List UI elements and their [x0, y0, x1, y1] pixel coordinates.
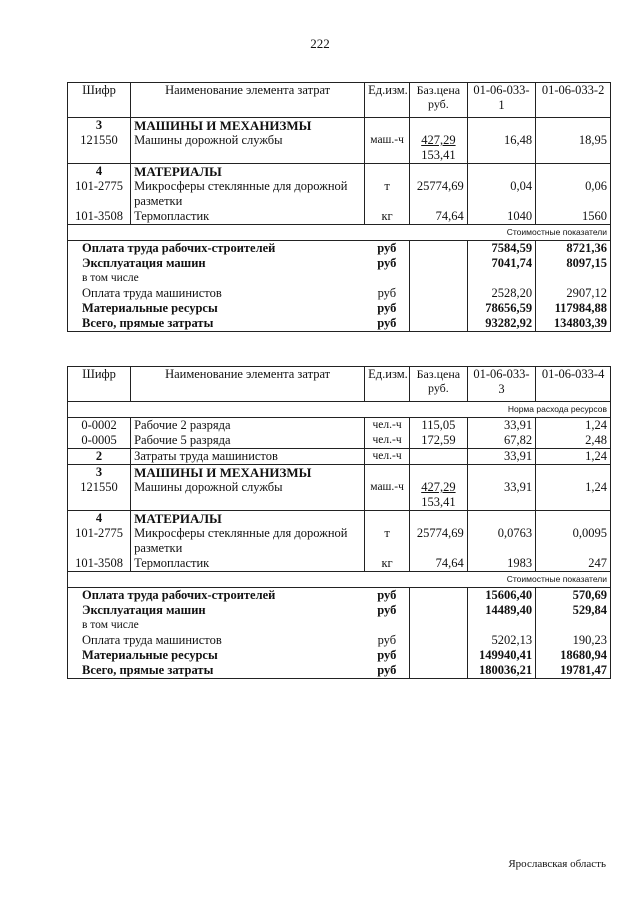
table-row: [68, 418, 611, 434]
section-number: 3: [68, 118, 131, 134]
row-unit: чел.-ч: [365, 418, 410, 434]
row-value-1: 67,82: [467, 433, 535, 449]
row-code: 101-2775: [68, 179, 131, 209]
price-numerator: 427,29: [421, 480, 456, 494]
row-value-2: 0,0095: [536, 526, 611, 556]
summary-value-2: 8097,15: [536, 256, 611, 271]
row-code: 101-2775: [68, 526, 131, 556]
summary-row: [68, 256, 611, 271]
row-price: 115,05: [410, 418, 468, 434]
header-col6: 01-06-033-2: [536, 83, 611, 118]
table-row: [68, 480, 611, 511]
summary-unit: руб: [365, 663, 410, 679]
row-code: 2: [68, 449, 131, 465]
row-name: Микросферы стеклянные для дорожной разметки: [131, 526, 365, 556]
summary-row: [68, 648, 611, 663]
summary-label: Оплата труда рабочих-строителей: [68, 241, 365, 257]
row-value-2: 1560: [536, 209, 611, 225]
header-name: Наименование элемента затрат: [131, 83, 365, 118]
row-unit: т: [365, 526, 410, 556]
row-name: Машины дорожной службы: [131, 133, 365, 164]
header-base-price: Баз.цена руб.: [410, 83, 468, 118]
summary-unit: руб: [377, 241, 397, 255]
row-code: 0-0002: [68, 418, 131, 434]
summary-value-2: 2907,12: [536, 286, 611, 301]
table-row: [68, 209, 611, 225]
section-header: [68, 465, 611, 481]
summary-unit: руб: [365, 316, 410, 332]
row-code: 101-3508: [68, 209, 131, 225]
section-number: 3: [68, 465, 131, 481]
row-value-2: 1,24: [536, 480, 611, 511]
header-base-price: Баз.цена руб.: [410, 367, 468, 402]
summary-value-1: 7584,59: [491, 241, 533, 255]
row-value-2: 1,24: [536, 449, 611, 465]
summary-value-2: 570,69: [536, 588, 611, 604]
resource-norm-label-row: [68, 402, 611, 418]
section-title: МАШИНЫ И МЕХАНИЗМЫ: [131, 118, 365, 134]
row-name: Термопластик: [131, 209, 365, 225]
header-col5: 01-06-033-1: [467, 83, 535, 118]
summary-label: Оплата труда машинистов: [68, 286, 365, 301]
row-value-2: 247: [536, 556, 611, 572]
table-row: [68, 133, 611, 164]
row-unit: чел.-ч: [365, 449, 410, 465]
summary-label: Эксплуатация машин: [68, 603, 365, 618]
header-code: Шифр: [68, 83, 131, 118]
row-unit: маш.-ч: [365, 133, 410, 164]
resource-norm-label: Норма расхода ресурсов: [68, 402, 611, 418]
summary-row: [68, 588, 611, 604]
summary-value-1: 2528,20: [491, 286, 533, 300]
summary-row: [68, 618, 611, 633]
header-unit: Ед.изм.: [365, 367, 410, 402]
summary-label: Эксплуатация машин: [68, 256, 365, 271]
summary-unit: руб: [377, 588, 397, 602]
cost-indicators-label: Стоимостные показатели: [68, 572, 611, 588]
section-number: 4: [68, 511, 131, 527]
summary-row: [68, 663, 611, 679]
summary-row: [68, 301, 611, 316]
header-col5: 01-06-033-3: [467, 367, 535, 402]
row-price: 74,64: [410, 556, 468, 572]
header-unit: Ед.изм.: [365, 83, 410, 118]
machinist-labor-row: [68, 449, 611, 465]
table-header: [68, 83, 611, 118]
cost-indicators-label-row: [68, 225, 611, 241]
row-value-1: 1983: [467, 556, 535, 572]
summary-label: Материальные ресурсы: [68, 301, 365, 316]
section-title: МАТЕРИАЛЫ: [131, 511, 365, 527]
summary-value-2: 529,84: [536, 603, 611, 618]
summary-row: [68, 633, 611, 648]
row-name: Рабочие 2 разряда: [131, 418, 365, 434]
summary-value-2: 190,23: [536, 633, 611, 648]
section-header: [68, 511, 611, 527]
cost-table-1: [67, 82, 611, 332]
summary-unit: руб: [377, 256, 397, 270]
summary-value-2: 19781,47: [536, 663, 611, 679]
summary-value-1: 180036,21: [467, 663, 535, 679]
section-number: 4: [68, 164, 131, 180]
row-name: Термопластик: [131, 556, 365, 572]
row-name: Рабочие 5 разряда: [131, 433, 365, 449]
section-header: [68, 164, 611, 180]
summary-value-1: 14489,40: [485, 603, 533, 617]
summary-row: [68, 603, 611, 618]
table-row: [68, 526, 611, 556]
row-price: 25774,69: [410, 179, 468, 209]
row-unit: кг: [365, 556, 410, 572]
summary-value-2: 8721,36: [536, 241, 611, 257]
header-col6: 01-06-033-4: [536, 367, 611, 402]
row-code: 121550: [68, 480, 131, 511]
summary-label: Материальные ресурсы: [68, 648, 365, 663]
cost-indicators-label: Стоимостные показатели: [68, 225, 611, 241]
cost-table-2: [67, 366, 611, 679]
summary-value-1: 5202,13: [491, 633, 533, 647]
row-price: 25774,69: [410, 526, 468, 556]
row-value-1: 0,0763: [467, 526, 535, 556]
summary-value-1: 149940,41: [479, 648, 533, 662]
row-price: [410, 133, 468, 164]
row-price: [410, 480, 468, 511]
row-price: 74,64: [410, 209, 468, 225]
table-row: [68, 179, 611, 209]
section-title: МАТЕРИАЛЫ: [131, 164, 365, 180]
row-value-2: 1,24: [536, 418, 611, 434]
region-footer: Ярославская область: [508, 858, 606, 870]
row-code: 121550: [68, 133, 131, 164]
row-unit: т: [365, 179, 410, 209]
summary-row: [68, 271, 611, 286]
summary-unit: руб: [377, 286, 397, 300]
summary-unit: руб: [377, 301, 397, 315]
row-value-2: 2,48: [536, 433, 611, 449]
summary-label: Всего, прямые затраты: [68, 663, 365, 679]
section-header: [68, 118, 611, 134]
row-name: Микросферы стеклянные для дорожной разметки: [131, 179, 365, 209]
row-price: 172,59: [410, 433, 468, 449]
summary-label: в том числе: [68, 618, 365, 633]
summary-row: [68, 286, 611, 301]
summary-row: [68, 316, 611, 332]
table-header: [68, 367, 611, 402]
summary-label: Оплата труда машинистов: [68, 633, 365, 648]
summary-unit: руб: [377, 633, 397, 647]
summary-unit: руб: [377, 603, 397, 617]
row-unit: чел.-ч: [365, 433, 410, 449]
summary-value-1: 15606,40: [485, 588, 533, 602]
table-row: [68, 556, 611, 572]
summary-value-2: 134803,39: [536, 316, 611, 332]
page-number: 222: [310, 36, 330, 51]
summary-value-1: 93282,92: [467, 316, 535, 332]
row-code: 101-3508: [68, 556, 131, 572]
row-value-2: 18,95: [536, 133, 611, 164]
row-value-1: 33,91: [467, 449, 535, 465]
cost-indicators-label-row: [68, 572, 611, 588]
summary-value-1: 78656,59: [485, 301, 533, 315]
header-code: Шифр: [68, 367, 131, 402]
row-value-1: 0,04: [467, 179, 535, 209]
section-title: МАШИНЫ И МЕХАНИЗМЫ: [131, 465, 365, 481]
price-denominator: 153,41: [421, 148, 456, 162]
header-name: Наименование элемента затрат: [131, 367, 365, 402]
row-unit: маш.-ч: [365, 480, 410, 511]
price-numerator: 427,29: [421, 133, 456, 147]
row-unit: кг: [365, 209, 410, 225]
row-value-1: 1040: [467, 209, 535, 225]
row-value-2: 0,06: [536, 179, 611, 209]
row-code: 0-0005: [68, 433, 131, 449]
summary-unit: руб: [377, 648, 397, 662]
summary-value-2: 117984,88: [536, 301, 611, 316]
price-denominator: 153,41: [421, 495, 456, 509]
row-name: Машины дорожной службы: [131, 480, 365, 511]
summary-label: Всего, прямые затраты: [68, 316, 365, 332]
row-value-1: 33,91: [467, 480, 535, 511]
table-row: [68, 433, 611, 449]
row-name: Затраты труда машинистов: [131, 449, 365, 465]
summary-row: [68, 241, 611, 257]
summary-value-1: 7041,74: [491, 256, 533, 270]
row-value-1: 33,91: [467, 418, 535, 434]
summary-value-2: 18680,94: [536, 648, 611, 663]
row-value-1: 16,48: [467, 133, 535, 164]
summary-label: Оплата труда рабочих-строителей: [68, 588, 365, 604]
summary-label: в том числе: [68, 271, 365, 286]
